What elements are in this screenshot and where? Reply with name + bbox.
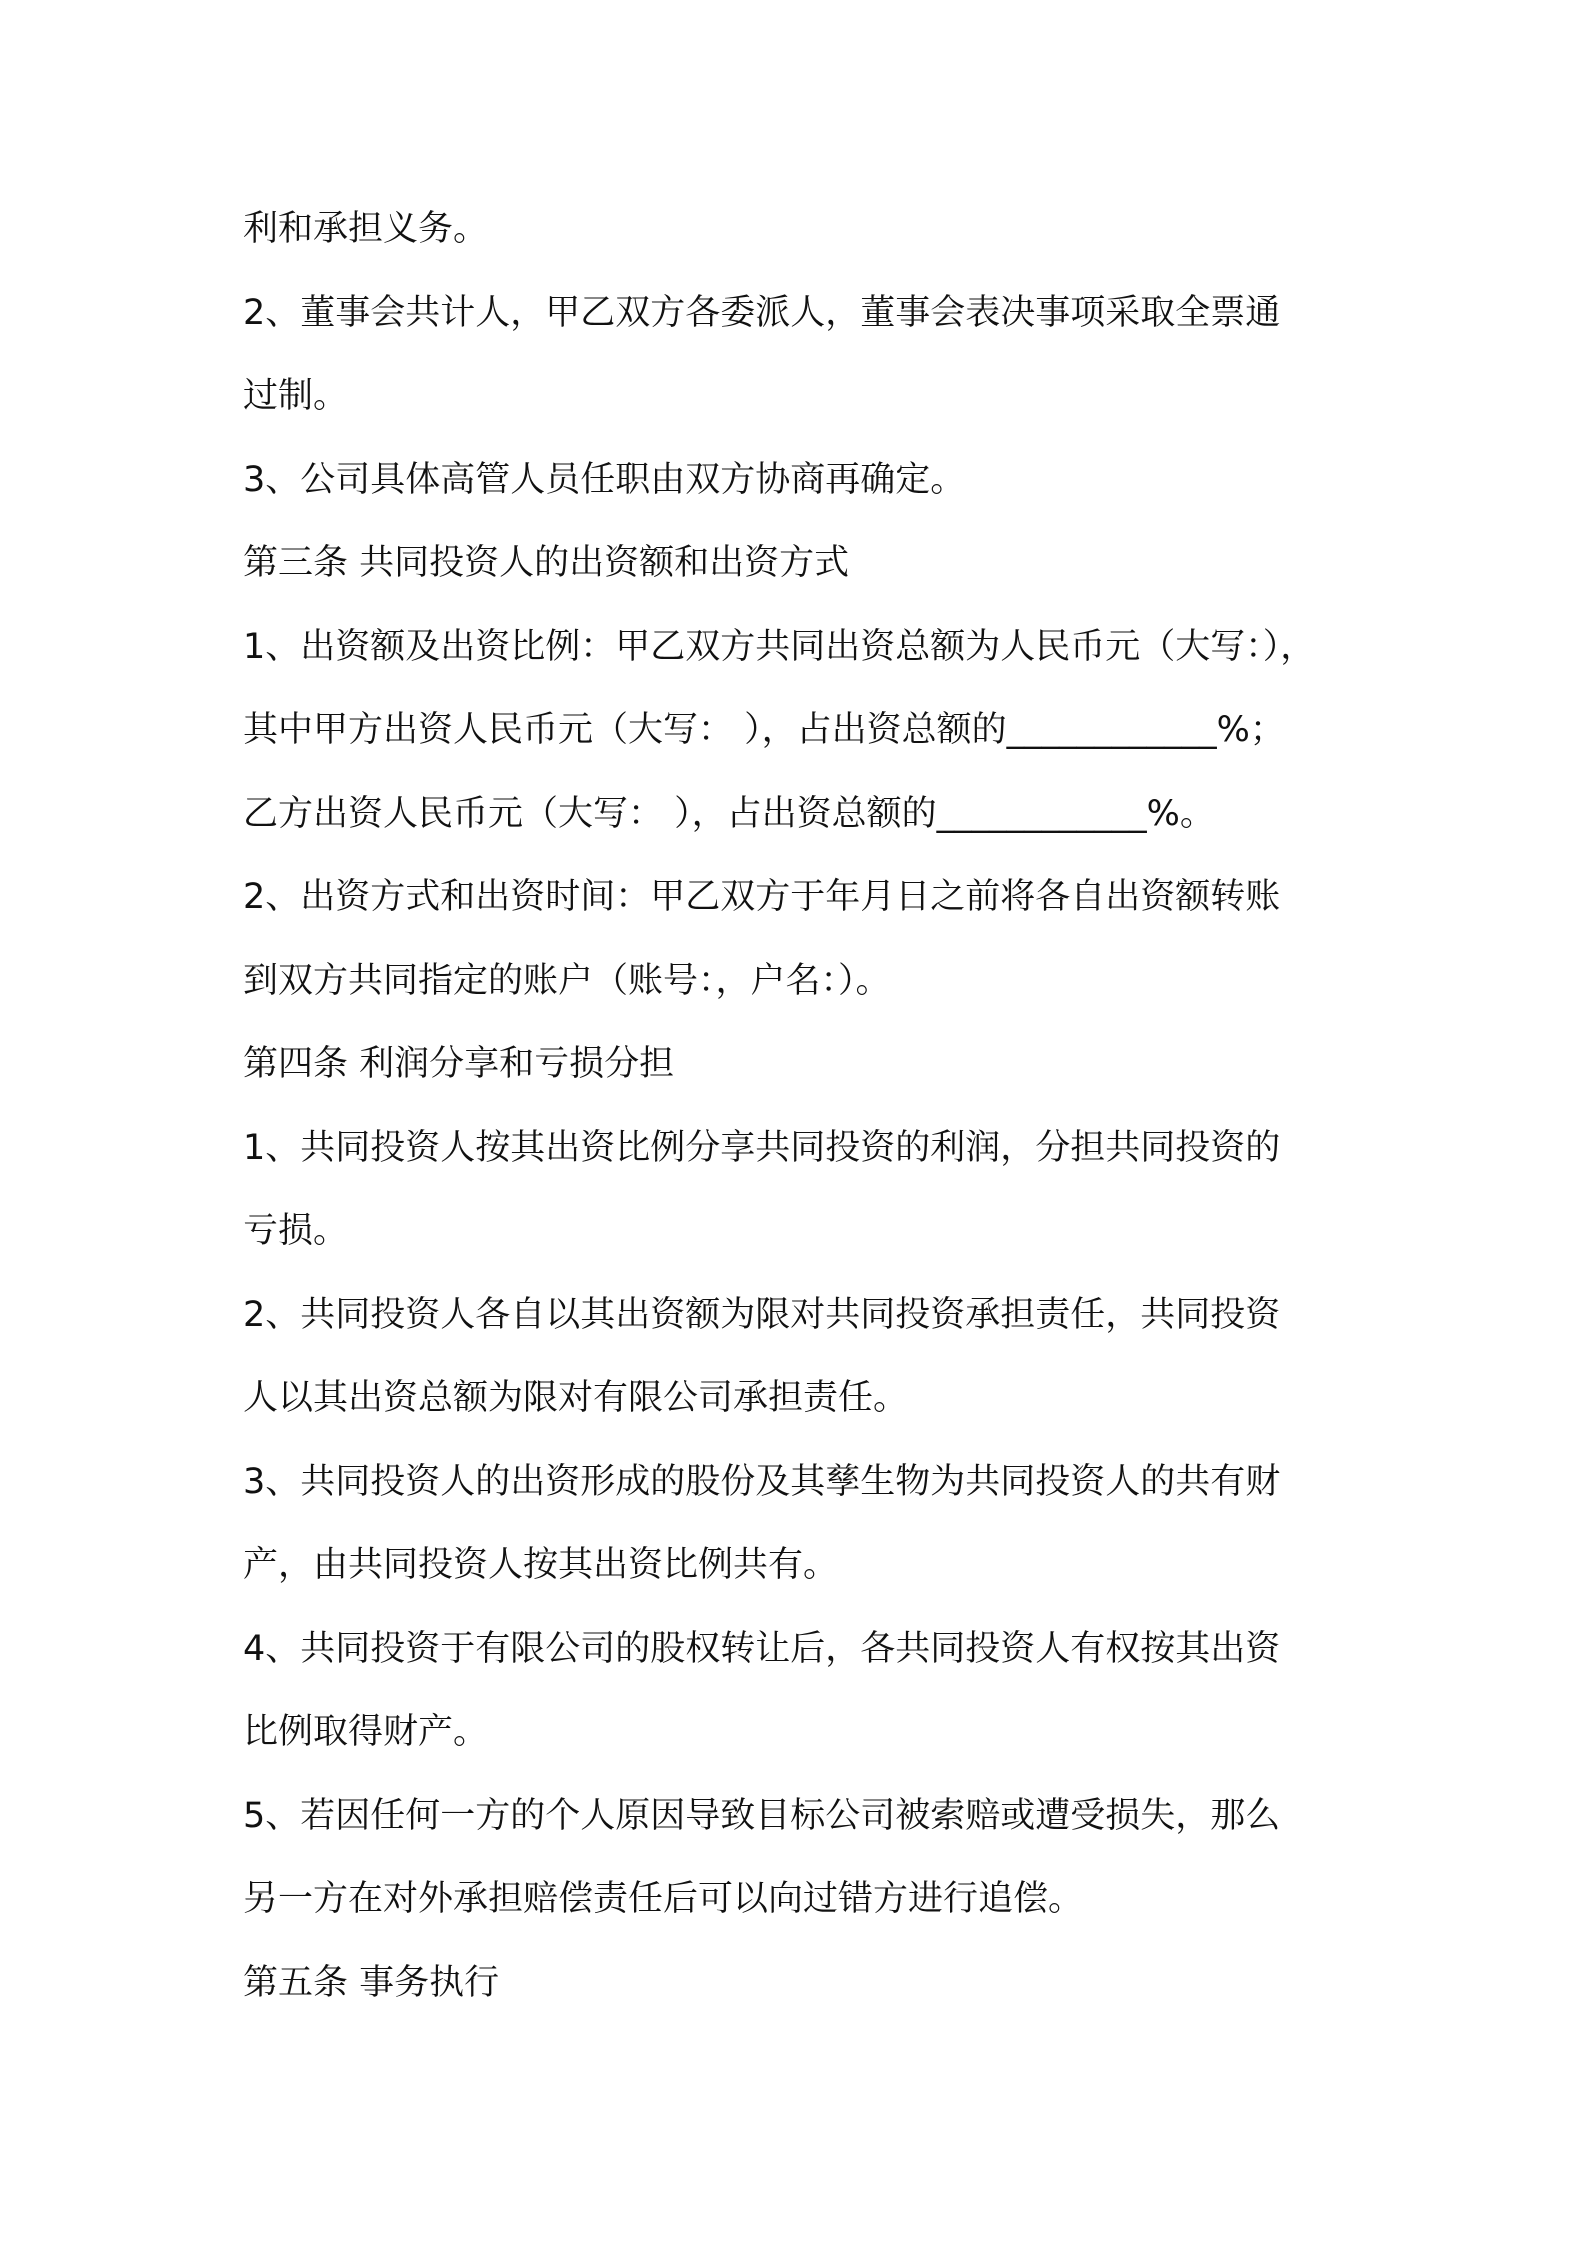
section-heading: 第五条 事务执行 xyxy=(243,1962,500,2003)
paragraph-line: 利和承担义务。 xyxy=(243,209,489,249)
paragraph-line: 1、出资额及出资比例：甲乙双方共同出资总额为人民币元（大写：）， xyxy=(243,626,1316,667)
section-heading: 第四条 利润分享和亏损分担 xyxy=(243,1044,675,1084)
paragraph-line: 另一方在对外承担赔偿责任后可以向过错方进行追偿。 xyxy=(243,1879,1084,1919)
paragraph-line: 亏损。 xyxy=(243,1211,349,1251)
paragraph-line: 到双方共同指定的账户（账号：，户名：）。 xyxy=(243,960,891,1001)
document-body xyxy=(243,196,1365,2033)
paragraph-line: 4、共同投资于有限公司的股权转让后，各共同投资人有权按其出资 xyxy=(243,1628,1281,1669)
paragraph-line: 乙方出资人民币元（大写： ），占出资总额的____________%。 xyxy=(243,793,1215,834)
paragraph-line: 3、共同投资人的出资形成的股份及其孳生物为共同投资人的共有财 xyxy=(243,1461,1281,1502)
section-heading: 第三条 共同投资人的出资额和出资方式 xyxy=(243,543,850,583)
paragraph-line: 其中甲方出资人民币元（大写： ），占出资总额的____________%； xyxy=(243,710,1285,750)
paragraph-line: 2、共同投资人各自以其出资额为限对共同投资承担责任，共同投资 xyxy=(243,1294,1281,1335)
paragraph-line: 5、若因任何一方的个人原因导致目标公司被索赔或遭受损失，那么 xyxy=(243,1795,1281,1836)
paragraph-line: 比例取得财产。 xyxy=(243,1712,489,1752)
paragraph-line: 1、共同投资人按其出资比例分享共同投资的利润，分担共同投资的 xyxy=(243,1127,1281,1168)
paragraph-line: 2、董事会共计人，甲乙双方各委派人，董事会表决事项采取全票通 xyxy=(243,292,1281,333)
paragraph-line: 3、公司具体高管人员任职由双方协商再确定。 xyxy=(243,459,966,500)
paragraph-line: 2、出资方式和出资时间：甲乙双方于年月日之前将各自出资额转账 xyxy=(243,877,1281,917)
paragraph-line: 产，由共同投资人按其出资比例共有。 xyxy=(243,1545,839,1585)
paragraph-line: 过制。 xyxy=(243,376,349,416)
paragraph-line: 人以其出资总额为限对有限公司承担责任。 xyxy=(243,1378,909,1418)
